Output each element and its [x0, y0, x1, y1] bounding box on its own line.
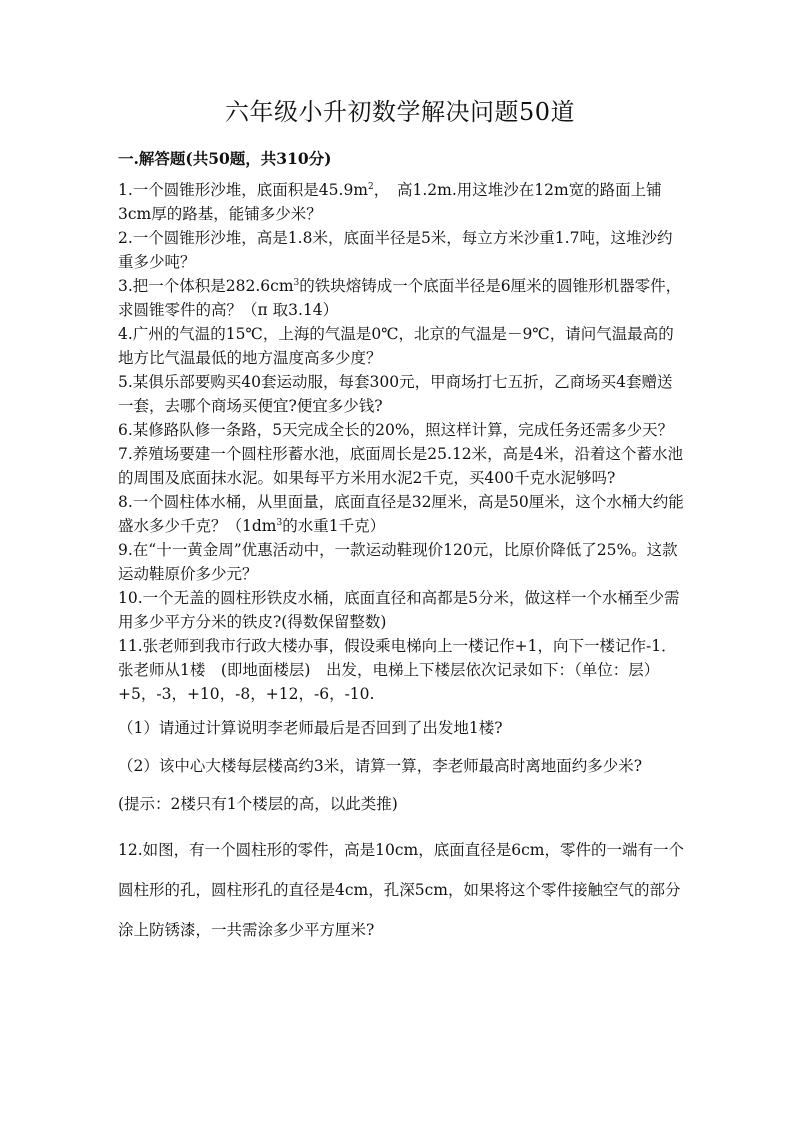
question-11-part-2: （2）该中心大楼每层楼高约3米，请算一算，李老师最高时离地面约多少米? — [118, 757, 643, 775]
question-4: 4.广州的气温的15℃，上海的气温是0℃，北京的气温是－9℃，请问气温最高的地方比气温最低的地方温度高多少度？ — [118, 325, 674, 367]
question-3: 3.把一个体积是$282.6cm^3$的铁块熔铸成一个底面半径是6厘米的圆锥形机器零件，求圆锥零件的高？（π 取3.14） — [118, 277, 682, 319]
question-6: 6.某修路队修一条路，5天完成全长的20%，照这样计算，完成任务还需多少天？ — [118, 421, 674, 439]
questions-list — [118, 178, 684, 950]
question-8: 8.一个圆柱体水桶，从里面量，底面直径是32厘米，高是50厘米，这个水桶大约能盛水多少千克？（$1dm^3$的水重1千克） — [118, 493, 684, 535]
question-9: 9.在“十一黄金周”优惠活动中，一款运动鞋现价120元，比原价降低了25%。这款运动鞋原价多少元？ — [118, 541, 678, 583]
question-10: 10.一个无盖的圆柱形铁皮水桶，底面直径和高都是5分米，做这样一个水桶至少需用多少平方分米的铁皮?(得数保留整数) — [118, 589, 680, 631]
question-5: 5.某俱乐部要购买40套运动服，每套300元，甲商场打七五折，乙商场买4套赠送一套，去哪个商场买便宜?便宜多少钱? — [118, 373, 673, 415]
question-2: 2.一个圆锥形沙堆，高是1.8米，底面半径是5米，每立方米沙重1.7吨，这堆沙约重多少吨？ — [118, 229, 673, 271]
section-heading: 一.解答题(共50题，共310分) — [118, 149, 332, 168]
question-11-hint: (提示：2楼只有1个楼层的高，以此类推) — [118, 795, 398, 813]
question-12: 12.如图，有一个圆柱形的零件，高是10cm，底面直径是6cm，零件的一端有一个圆柱形的孔，圆柱形孔的直径是4cm，孔深5cm，如果将这个零件接触空气的部分涂上防锈漆，一共需涂多少平方厘米? — [118, 841, 684, 939]
question-7: 7.养殖场要建一个圆柱形蓄水池，底面周长是25.12米，高是4米，沿着这个蓄水池的周围及底面抹水泥。如果每平方米用水泥2千克，买400千克水泥够吗? — [118, 445, 684, 487]
page-title: 六年级小升初数学解决问题50道 — [224, 98, 576, 126]
question-11: 11.张老师到我市行政大楼办事，假设乘电梯向上一楼记作+1，向下一楼记作-1．张老师从1楼 (即地面楼层) 出发，电梯上下楼层依次记录如下：（单位：层）+5，-3，+10，-8，+12，-6，-10. — [118, 637, 677, 703]
question-11-part-1: （1）请通过计算说明李老师最后是否回到了出发地1楼? — [118, 719, 503, 737]
question-1: 1.一个圆锥形沙堆，底面积是$45.9m^2$， 高1.2m.用这堆沙在12m宽的路面上铺3cm厚的路基，能铺多少米？ — [118, 181, 662, 223]
